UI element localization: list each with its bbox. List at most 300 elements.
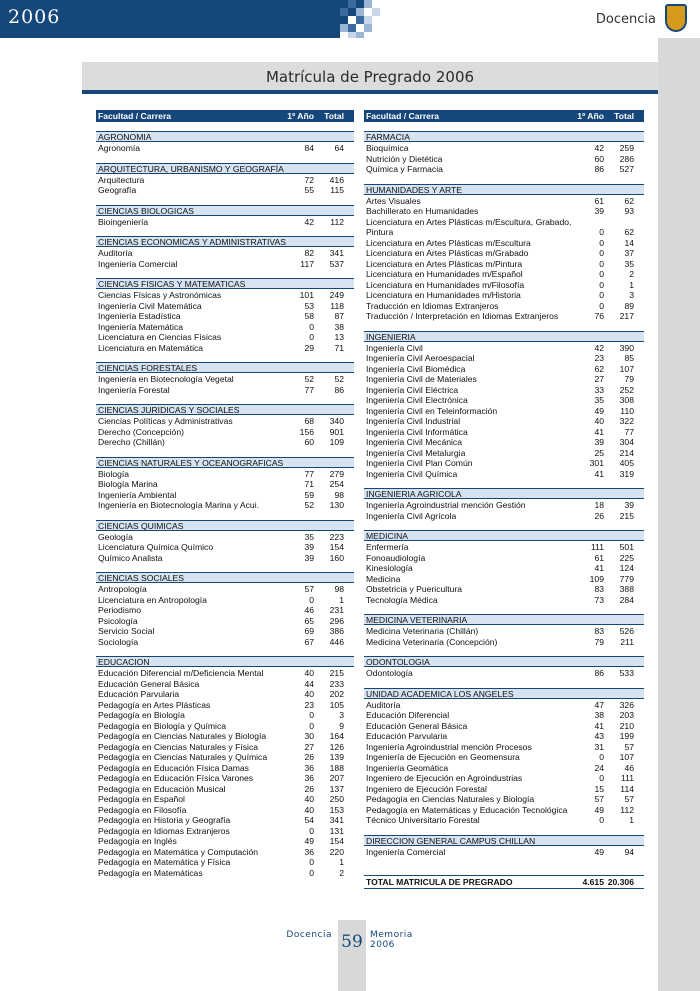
total-count: 526: [619, 626, 634, 636]
first-year-count: 301: [589, 458, 604, 468]
first-year-count: 0: [309, 867, 314, 878]
first-year-count: 49: [304, 836, 314, 846]
first-year-count: 61: [594, 195, 604, 206]
first-year-count: 41: [594, 720, 604, 731]
career-name: Pedagogía en Historia y Geografía: [98, 815, 231, 825]
total-count: 98: [334, 584, 344, 594]
first-year-count: 0: [599, 269, 604, 279]
total-count: 35: [624, 258, 634, 269]
career-name: Geografía: [98, 185, 137, 195]
faculty-group: [364, 656, 644, 679]
table-row: [364, 269, 644, 280]
career-name: Licenciatura en Artes Plásticas m/Grabado: [366, 248, 529, 258]
left-table-body: [96, 131, 354, 878]
career-name: Licenciatura en Humanidades m/Español: [366, 269, 523, 279]
first-year-count: 43: [594, 731, 604, 741]
career-name: Ingeniería Geomática: [366, 762, 449, 773]
table-row: [96, 500, 354, 511]
right-margin-strip: [658, 38, 700, 991]
career-name: Química y Farmacia: [366, 164, 443, 174]
first-year-count: 26: [594, 510, 604, 521]
total-count: 154: [329, 836, 344, 846]
first-year-count: 65: [304, 615, 314, 626]
first-year-count: 40: [304, 689, 314, 699]
table-row: [96, 794, 354, 805]
table-header: [364, 110, 644, 122]
table-row: [364, 301, 644, 312]
career-name: Kinesiología: [366, 563, 413, 573]
first-year-count: 30: [304, 731, 314, 741]
total-count: 1: [629, 815, 634, 825]
table-row: [96, 784, 354, 795]
total-count: 416: [329, 174, 344, 185]
career-name: Pedagogía en Matemática y Computación: [98, 846, 259, 857]
total-count: 131: [329, 825, 344, 836]
first-year-count: 53: [304, 300, 314, 311]
career-name: Bachillerato en Humanidades: [366, 206, 479, 216]
career-name: Pedagogía en Matemáticas y Educación Tecnológica: [366, 804, 568, 815]
table-row: [96, 826, 354, 837]
table-row: [96, 605, 354, 616]
career-name: Técnico Universitario Forestal: [366, 815, 480, 825]
first-year-count: 42: [594, 143, 604, 153]
first-year-count: 52: [304, 500, 314, 510]
first-year-count: 0: [309, 594, 314, 605]
career-name: Ingeniería Ambiental: [98, 489, 177, 500]
first-year-count: 54: [304, 815, 314, 825]
table-row: [96, 217, 354, 228]
total-count: 38: [334, 321, 344, 332]
total-count: 207: [329, 773, 344, 783]
total-count: 215: [619, 510, 634, 521]
career-name: Traducción / Interpretación en Idiomas Extranjeros: [366, 311, 559, 321]
table-row: [96, 857, 354, 868]
total-count: 446: [329, 636, 344, 647]
total-count: 533: [619, 668, 634, 678]
career-name: Pedagogía en Matemáticas: [98, 867, 203, 878]
table-row: [364, 710, 644, 721]
career-name: Ingeniero de Ejecución en Agroindustrias: [366, 773, 523, 783]
first-year-count: 79: [594, 636, 604, 647]
total-row: [364, 875, 644, 889]
career-name: Arquitectura: [98, 174, 145, 185]
first-year-count: 27: [594, 374, 604, 384]
career-name: Ingeniería Comercial: [366, 846, 446, 857]
first-year-count: 83: [594, 626, 604, 636]
career-name: Pedagogía en Inglés: [98, 836, 177, 846]
table-row: [364, 626, 644, 637]
table-row: [96, 427, 354, 438]
table-row: [96, 175, 354, 186]
decorative-mosaic: [340, 0, 380, 38]
table-row: [364, 794, 644, 805]
table-row: [96, 595, 354, 606]
total-count: 188: [329, 762, 344, 773]
career-name: Obstetricia y Puericultura: [366, 584, 462, 594]
table-row: [364, 206, 644, 217]
title-bar: [82, 62, 658, 94]
faculty-header: CIENCIAS NATURALES Y OCEANOGRAFICAS: [96, 457, 354, 468]
header-total: Total: [324, 110, 344, 121]
table-row: [364, 469, 644, 480]
table-row: [96, 374, 354, 385]
career-name: Antropología: [98, 584, 147, 594]
total-count: 112: [330, 216, 344, 227]
faculty-group: [364, 835, 644, 858]
career-name: Licenciatura en Matemática: [98, 342, 204, 353]
total-count: 211: [620, 636, 634, 647]
first-year-count: 47: [594, 699, 604, 710]
table-row: [364, 500, 644, 511]
table-row: [364, 511, 644, 522]
total-count: 322: [619, 416, 634, 426]
first-year-count: 26: [304, 752, 314, 762]
header-first-year: 1º Año: [287, 110, 314, 121]
table-row: [364, 805, 644, 816]
table-row: [96, 290, 354, 301]
career-name: Biología Marina: [98, 479, 158, 489]
total-count: 62: [624, 227, 634, 237]
table-row: [364, 563, 644, 574]
table-row: [364, 217, 644, 238]
first-year-count: 44: [304, 678, 314, 689]
total-count: 154: [329, 542, 344, 552]
career-name: Derecho (Concepción): [98, 426, 184, 437]
career-name: Licenciatura en Artes Plásticas m/Escultura: [366, 237, 531, 248]
career-name: Ingeniería Civil Metalurgia: [366, 447, 466, 458]
table-row: [364, 416, 644, 427]
first-year-count: 38: [594, 710, 604, 720]
first-year-count: 29: [304, 342, 314, 353]
career-name: Pedagogía en Idiomas Extranjeros: [98, 825, 230, 836]
career-name: Pedagogía en Educación Física Varones: [98, 773, 254, 783]
career-name: Licenciatura en Artes Plásticas m/Pintura: [366, 258, 523, 269]
career-name: Ingeniería Civil Agrícola: [366, 510, 457, 521]
faculty-header: FARMACIA: [364, 131, 644, 142]
faculty-group: [364, 530, 644, 605]
first-year-count: 62: [594, 363, 604, 374]
total-count: 254: [329, 479, 344, 489]
first-year-count: 23: [594, 353, 604, 363]
career-name: Pedagogía en Ciencias Naturales y Física: [98, 741, 259, 752]
career-name: Medicina Veterinaria (Concepción): [366, 636, 498, 647]
faculty-header: UNIDAD ACADEMICA LOS ANGELES: [364, 688, 644, 699]
first-year-count: 156: [299, 426, 314, 437]
career-name: Biología: [98, 468, 130, 479]
total-count: 160: [329, 552, 344, 563]
career-name: Licenciatura Química Químico: [98, 542, 214, 552]
first-year-count: 59: [304, 489, 314, 500]
first-year-count: 0: [309, 720, 314, 731]
header-band: [0, 0, 340, 38]
first-year-count: 42: [594, 342, 604, 353]
career-name: Pedagogía en Matemática y Física: [98, 857, 231, 867]
table-row: [364, 595, 644, 606]
total-count: 249: [329, 290, 344, 300]
faculty-header: CIENCIAS FISICAS Y MATEMATICAS: [96, 278, 354, 289]
total-count: 89: [624, 300, 634, 311]
first-year-count: 58: [304, 311, 314, 321]
table-row: [364, 458, 644, 469]
career-name: Artes Visuales: [366, 195, 421, 206]
table-row: [364, 574, 644, 585]
faculty-group: [96, 362, 354, 395]
first-year-count: 0: [309, 825, 314, 836]
table-row: [364, 752, 644, 763]
career-name: Odontología: [366, 668, 413, 678]
faculty-group: [96, 236, 354, 269]
first-year-count: 0: [309, 332, 314, 342]
first-year-count: 111: [590, 542, 604, 552]
table-row: [364, 290, 644, 301]
total-count: 1: [339, 857, 344, 867]
career-name: Ingeniería Civil de Materiales: [366, 374, 477, 384]
first-year-count: 0: [599, 258, 604, 269]
total-count: 779: [619, 573, 634, 584]
table-row: [96, 731, 354, 742]
total-first-year: 4.615: [582, 876, 604, 887]
faculty-header: ARQUITECTURA, URBANISMO Y GEOGRAFÍA: [96, 163, 354, 174]
career-name: Pedagogía en Educación Física Damas: [98, 762, 249, 773]
first-year-count: 42: [304, 216, 314, 227]
faculty-group: [96, 572, 354, 647]
faculty-header: AGRONOMIA: [96, 131, 354, 142]
first-year-count: 101: [299, 290, 314, 300]
total-count: 85: [624, 353, 634, 363]
total-count: 9: [339, 720, 344, 731]
career-name: Pedagogía en Filosofía: [98, 804, 187, 815]
career-name: Licenciatura en Antropología: [98, 594, 207, 605]
table-row: [364, 721, 644, 732]
career-name: Ingeniería Estadística: [98, 311, 181, 321]
total-count: 279: [329, 468, 344, 479]
career-name: Ingeniería Agroindustrial mención Procesos: [366, 741, 532, 752]
first-year-count: 39: [594, 206, 604, 216]
table-row: [96, 752, 354, 763]
career-name: Auditoría: [98, 248, 133, 258]
career-name: Educación General Básica: [366, 720, 468, 731]
table-row: [364, 584, 644, 595]
total-count: 2: [339, 867, 344, 878]
table-row: [364, 815, 644, 826]
table-row: [96, 553, 354, 564]
total-count: 202: [329, 689, 344, 699]
first-year-count: 60: [304, 437, 314, 447]
first-year-count: 49: [594, 405, 604, 416]
table-row: [364, 374, 644, 385]
total-count: 225: [619, 552, 634, 563]
first-year-count: 33: [594, 384, 604, 395]
first-year-count: 23: [304, 699, 314, 710]
faculty-group: [96, 278, 354, 353]
table-row: [364, 259, 644, 270]
table-row: [364, 385, 644, 396]
career-name: Nutrición y Dietética: [366, 153, 443, 164]
faculty-header: CIENCIAS BIOLOGICAS: [96, 205, 354, 216]
first-year-count: 72: [304, 174, 314, 185]
table-row: [96, 490, 354, 501]
career-name: Medicina Veterinaria (Chillán): [366, 626, 479, 636]
total-count: 87: [334, 311, 344, 321]
total-count: 79: [624, 374, 634, 384]
faculty-group: [364, 131, 644, 175]
faculty-group: [364, 331, 644, 480]
table-row: [96, 437, 354, 448]
career-name: Ingeniería Civil Química: [366, 468, 458, 479]
table-row: [96, 836, 354, 847]
career-name: Educación Diferencial m/Deficiencia Mental: [98, 668, 264, 678]
first-year-count: 67: [304, 636, 314, 647]
career-name: Ingeniería Civil Mecánica: [366, 437, 463, 447]
total-count: 233: [329, 678, 344, 689]
total-count: 71: [334, 342, 344, 353]
career-name: Pedagogía en Biología: [98, 710, 185, 720]
total-count: 304: [619, 437, 634, 447]
table-row: [364, 763, 644, 774]
table-row: [96, 710, 354, 721]
first-year-count: 49: [594, 846, 604, 857]
total-count: 388: [619, 584, 634, 594]
total-count: 1: [629, 279, 634, 290]
table-row: [96, 322, 354, 333]
table-row: [96, 343, 354, 354]
total-count: 223: [329, 531, 344, 542]
page-number: 59: [341, 932, 363, 952]
total-count: 64: [334, 143, 344, 153]
total-count: 107: [619, 752, 634, 762]
table-row: [96, 668, 354, 679]
faculty-group: [96, 404, 354, 448]
first-year-count: 57: [594, 794, 604, 804]
career-name: Ingeniería Matemática: [98, 321, 184, 332]
table-row: [96, 679, 354, 690]
table-row: [96, 584, 354, 595]
table-row: [364, 353, 644, 364]
total-count: 153: [329, 804, 344, 815]
career-name: Ingeniería Civil: [366, 342, 423, 353]
career-name: Licenciatura en Humanidades m/Historia: [366, 290, 521, 300]
first-year-count: 83: [594, 584, 604, 594]
career-name: Pedagogía en Artes Plásticas: [98, 699, 211, 710]
career-name: Bioquímica: [366, 143, 409, 153]
total-count: 164: [329, 731, 344, 741]
career-name: Ingeniería Civil Electrónica: [366, 395, 468, 405]
table-row: [364, 248, 644, 259]
faculty-header: HUMANIDADES Y ARTE: [364, 184, 644, 195]
career-name: Ingeniería Civil Aeroespacial: [366, 353, 475, 363]
table-row: [364, 448, 644, 459]
table-row: [364, 668, 644, 679]
first-year-count: 0: [599, 773, 604, 783]
career-name: Ingeniero de Ejecución Forestal: [366, 783, 487, 794]
table-row: [96, 868, 354, 879]
total-count: 93: [624, 206, 634, 216]
total-count: 199: [619, 731, 634, 741]
career-name: Ingeniería en Biotecnología Vegetal: [98, 374, 234, 384]
career-name: Licenciatura en Artes Plásticas m/Escultura, Grabado, Pintura: [366, 216, 572, 237]
faculty-group: [96, 163, 354, 196]
first-year-count: 82: [304, 248, 314, 258]
first-year-count: 40: [304, 668, 314, 678]
total-count: 46: [624, 762, 634, 773]
career-name: Ingeniería Civil Informática: [366, 426, 468, 437]
faculty-group: [96, 457, 354, 511]
faculty-header: MEDICINA VETERINARIA: [364, 614, 644, 625]
total-total: 20.306: [607, 876, 634, 887]
total-count: 220: [329, 846, 344, 857]
career-name: Educación Parvularia: [98, 689, 180, 699]
career-name: Periodismo: [98, 605, 141, 615]
first-year-count: 40: [304, 804, 314, 815]
total-count: 214: [619, 447, 634, 458]
first-year-count: 68: [304, 416, 314, 426]
total-count: 231: [329, 605, 344, 615]
table-row: [96, 301, 354, 312]
total-count: 77: [624, 426, 634, 437]
table-row: [96, 248, 354, 259]
career-name: Pedagogía en Educación Musical: [98, 783, 226, 794]
first-year-count: 49: [594, 804, 604, 815]
table-row: [364, 364, 644, 375]
total-count: 296: [329, 615, 344, 626]
total-count: 139: [329, 752, 344, 762]
faculty-header: CIENCIAS ECONOMICAS Y ADMINISTRATIVAS: [96, 236, 354, 247]
total-count: 52: [334, 374, 344, 384]
table-row: [364, 427, 644, 438]
career-name: Ingeniería Forestal: [98, 384, 170, 395]
first-year-count: 109: [589, 573, 604, 584]
table-row: [364, 847, 644, 858]
total-count: 308: [619, 395, 634, 405]
first-year-count: 41: [594, 563, 604, 573]
table-row: [364, 280, 644, 291]
first-year-count: 41: [594, 468, 604, 479]
total-count: 326: [619, 699, 634, 710]
table-row: [96, 479, 354, 490]
table-row: [364, 154, 644, 165]
first-year-count: 0: [309, 710, 314, 720]
total-count: 215: [329, 668, 344, 678]
faculty-group: [96, 656, 354, 878]
table-row: [96, 542, 354, 553]
first-year-count: 0: [599, 815, 604, 825]
total-count: 3: [629, 290, 634, 300]
total-count: 537: [329, 258, 344, 269]
total-count: 250: [329, 794, 344, 804]
table-row: [96, 763, 354, 774]
career-name: Químico Analista: [98, 552, 163, 563]
faculty-group: [364, 614, 644, 647]
table-row: [96, 332, 354, 343]
first-year-count: 86: [594, 164, 604, 174]
first-year-count: 117: [300, 258, 314, 269]
footer-publication-name: Memoria: [370, 930, 413, 940]
career-name: Medicina: [366, 573, 401, 584]
total-count: 1: [339, 594, 344, 605]
table-row: [364, 143, 644, 154]
career-name: Educación General Básica: [98, 678, 200, 689]
first-year-count: 24: [594, 762, 604, 773]
left-table: [96, 110, 354, 878]
career-name: Geología: [98, 531, 133, 542]
career-name: Ingeniería Civil Industrial: [366, 416, 461, 426]
career-name: Pedagogía en Biología y Química: [98, 720, 227, 731]
career-name: Ingeniería Civil Matemática: [98, 300, 202, 311]
first-year-count: 39: [304, 542, 314, 552]
total-count: 86: [334, 384, 344, 395]
career-name: Tecnología Médica: [366, 594, 438, 605]
career-name: Licenciatura en Ciencias Físicas: [98, 332, 222, 342]
